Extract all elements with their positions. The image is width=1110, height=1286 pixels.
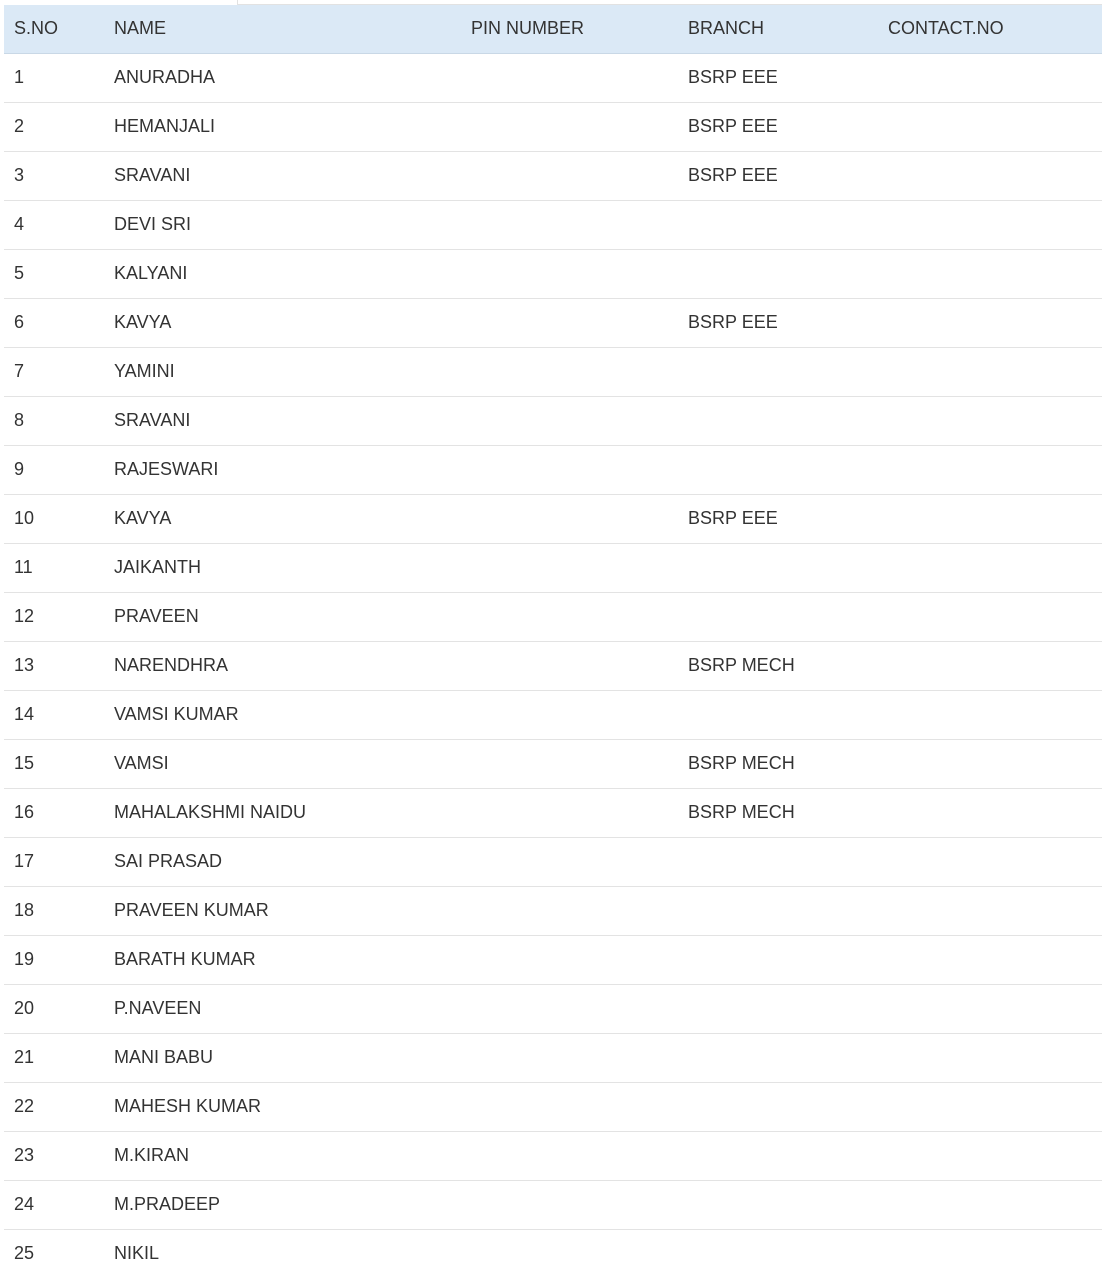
cell-contact-no xyxy=(878,445,1102,494)
cell-contact-no xyxy=(878,886,1102,935)
cell-name: YAMINI xyxy=(104,347,461,396)
cell-name: M.PRADEEP xyxy=(104,1180,461,1229)
cell-contact-no xyxy=(878,494,1102,543)
cell-pin-number xyxy=(461,249,678,298)
cell-sno: 9 xyxy=(4,445,104,494)
cell-pin-number xyxy=(461,592,678,641)
cell-name: MAHESH KUMAR xyxy=(104,1082,461,1131)
cell-pin-number xyxy=(461,53,678,102)
cell-sno: 14 xyxy=(4,690,104,739)
cell-sno: 17 xyxy=(4,837,104,886)
cell-sno: 22 xyxy=(4,1082,104,1131)
cell-sno: 6 xyxy=(4,298,104,347)
table-row xyxy=(4,837,1102,886)
table-row xyxy=(4,396,1102,445)
cell-pin-number xyxy=(461,1082,678,1131)
cell-branch: BSRP MECH xyxy=(678,788,878,837)
cell-sno: 1 xyxy=(4,53,104,102)
cell-name: SRAVANI xyxy=(104,151,461,200)
cell-name: ANURADHA xyxy=(104,53,461,102)
cell-sno: 25 xyxy=(14,1243,35,1264)
table-row xyxy=(4,543,1102,592)
cell-sno: 18 xyxy=(4,886,104,935)
cell-name: VAMSI xyxy=(104,739,461,788)
cell-branch xyxy=(678,249,878,298)
cell-branch: BSRP EEE xyxy=(678,102,878,151)
cell-name: KAVYA xyxy=(104,494,461,543)
table-row xyxy=(4,739,1102,788)
cell-contact-no xyxy=(878,102,1102,151)
table-row xyxy=(4,886,1102,935)
cell-branch xyxy=(678,396,878,445)
cell-contact-no xyxy=(878,837,1102,886)
cell-branch xyxy=(678,1033,878,1082)
cell-sno: 21 xyxy=(4,1033,104,1082)
cell-contact-no xyxy=(878,739,1102,788)
cell-branch xyxy=(678,690,878,739)
student-table xyxy=(4,5,1102,1278)
cell-contact-no xyxy=(878,151,1102,200)
cell-name: P.NAVEEN xyxy=(104,984,461,1033)
cell-sno: 23 xyxy=(4,1131,104,1180)
cell-name: PRAVEEN xyxy=(104,592,461,641)
column-header-branch: BRANCH xyxy=(678,5,878,53)
cell-pin-number xyxy=(461,200,678,249)
cell-sno: 2 xyxy=(4,102,104,151)
cell-contact-no xyxy=(878,1033,1102,1082)
cell-branch: BSRP EEE xyxy=(678,151,878,200)
cell-contact-no xyxy=(878,53,1102,102)
cell-branch xyxy=(678,445,878,494)
column-header-sno: S.NO xyxy=(4,5,104,53)
table-row xyxy=(4,445,1102,494)
cell-sno: 20 xyxy=(4,984,104,1033)
table-row xyxy=(4,984,1102,1033)
cell-pin-number xyxy=(461,1131,678,1180)
table-header-row xyxy=(4,5,1102,53)
cell-sno: 19 xyxy=(4,935,104,984)
cell-pin-number xyxy=(461,1033,678,1082)
cell-name: RAJESWARI xyxy=(104,445,461,494)
table-row xyxy=(4,200,1102,249)
cell-pin-number xyxy=(461,886,678,935)
cell-pin-number xyxy=(461,1229,678,1278)
cell-sno: 10 xyxy=(4,494,104,543)
cell-branch: BSRP MECH xyxy=(678,739,878,788)
cell-pin-number xyxy=(461,837,678,886)
cell-branch xyxy=(678,1180,878,1229)
cell-contact-no xyxy=(878,690,1102,739)
column-header-name: NAME xyxy=(104,5,461,53)
cell-contact-no xyxy=(878,1229,1102,1278)
table-row xyxy=(4,1082,1102,1131)
cell-sno: 11 xyxy=(4,543,104,592)
cell-contact-no xyxy=(878,1131,1102,1180)
cell-pin-number xyxy=(461,984,678,1033)
cell-contact-no xyxy=(878,347,1102,396)
cell-contact-no xyxy=(878,1180,1102,1229)
table-row xyxy=(4,102,1102,151)
cell-pin-number xyxy=(461,543,678,592)
cell-branch xyxy=(678,984,878,1033)
cell-branch xyxy=(678,935,878,984)
table-row xyxy=(4,1033,1102,1082)
cell-pin-number xyxy=(461,445,678,494)
table-body xyxy=(4,53,1102,1278)
cell-pin-number xyxy=(461,788,678,837)
cell-branch xyxy=(678,886,878,935)
cell-contact-no xyxy=(878,592,1102,641)
cell-name: NIKIL xyxy=(114,1243,160,1264)
cell-name: JAIKANTH xyxy=(104,543,461,592)
table-row xyxy=(4,1131,1102,1180)
cell-sno: 16 xyxy=(4,788,104,837)
table-row xyxy=(4,1229,1102,1278)
cell-name: KALYANI xyxy=(104,249,461,298)
cell-name: M.KIRAN xyxy=(104,1131,461,1180)
table-row xyxy=(4,641,1102,690)
cell-pin-number xyxy=(461,347,678,396)
cell-contact-no xyxy=(878,396,1102,445)
table-row xyxy=(4,53,1102,102)
cell-pin-number xyxy=(461,1180,678,1229)
cell-sno: 8 xyxy=(4,396,104,445)
cell-name: VAMSI KUMAR xyxy=(104,690,461,739)
table-row xyxy=(4,298,1102,347)
cell-pin-number xyxy=(461,102,678,151)
cell-contact-no xyxy=(878,298,1102,347)
cell-branch xyxy=(678,1082,878,1131)
table-row xyxy=(4,1180,1102,1229)
cell-pin-number xyxy=(461,739,678,788)
cell-contact-no xyxy=(878,641,1102,690)
cell-sno: 7 xyxy=(4,347,104,396)
table-row xyxy=(4,249,1102,298)
cell-sno: 3 xyxy=(4,151,104,200)
cell-name: DEVI SRI xyxy=(104,200,461,249)
cell-sno: 12 xyxy=(4,592,104,641)
cell-pin-number xyxy=(461,494,678,543)
cell-branch xyxy=(678,837,878,886)
cell-branch xyxy=(678,200,878,249)
table-row xyxy=(4,788,1102,837)
cell-name: SAI PRASAD xyxy=(104,837,461,886)
table-row xyxy=(4,494,1102,543)
cell-sno: 24 xyxy=(4,1180,104,1229)
cell-branch xyxy=(678,1131,878,1180)
cell-branch: BSRP EEE xyxy=(678,298,878,347)
cell-pin-number xyxy=(461,935,678,984)
cell-branch xyxy=(678,347,878,396)
column-header-pin-number: PIN NUMBER xyxy=(461,5,678,53)
cell-branch xyxy=(678,543,878,592)
cell-branch: BSRP EEE xyxy=(678,53,878,102)
cell-branch xyxy=(678,1229,878,1278)
cell-branch: BSRP EEE xyxy=(678,494,878,543)
cell-sno: 4 xyxy=(4,200,104,249)
table-row xyxy=(4,690,1102,739)
table-row xyxy=(4,935,1102,984)
cell-branch xyxy=(678,592,878,641)
table-row xyxy=(4,151,1102,200)
cell-pin-number xyxy=(461,151,678,200)
cell-name: SRAVANI xyxy=(104,396,461,445)
cell-name: PRAVEEN KUMAR xyxy=(104,886,461,935)
cell-name: NARENDHRA xyxy=(104,641,461,690)
cell-name: BARATH KUMAR xyxy=(104,935,461,984)
cell-contact-no xyxy=(878,935,1102,984)
cell-pin-number xyxy=(461,641,678,690)
cell-sno: 5 xyxy=(4,249,104,298)
cell-contact-no xyxy=(878,200,1102,249)
cell-branch: BSRP MECH xyxy=(678,641,878,690)
cell-contact-no xyxy=(878,788,1102,837)
cell-name: MAHALAKSHMI NAIDU xyxy=(104,788,461,837)
table-row xyxy=(4,592,1102,641)
cell-pin-number xyxy=(461,690,678,739)
table-row xyxy=(4,347,1102,396)
cell-contact-no xyxy=(878,1082,1102,1131)
cell-sno: 15 xyxy=(4,739,104,788)
cell-name: MANI BABU xyxy=(104,1033,461,1082)
cell-contact-no xyxy=(878,543,1102,592)
column-header-contact-no: CONTACT.NO xyxy=(878,5,1102,53)
cell-pin-number xyxy=(461,396,678,445)
cell-pin-number xyxy=(461,298,678,347)
cell-name: HEMANJALI xyxy=(104,102,461,151)
cell-contact-no xyxy=(878,984,1102,1033)
cell-sno: 13 xyxy=(4,641,104,690)
cell-name: KAVYA xyxy=(104,298,461,347)
cell-contact-no xyxy=(878,249,1102,298)
